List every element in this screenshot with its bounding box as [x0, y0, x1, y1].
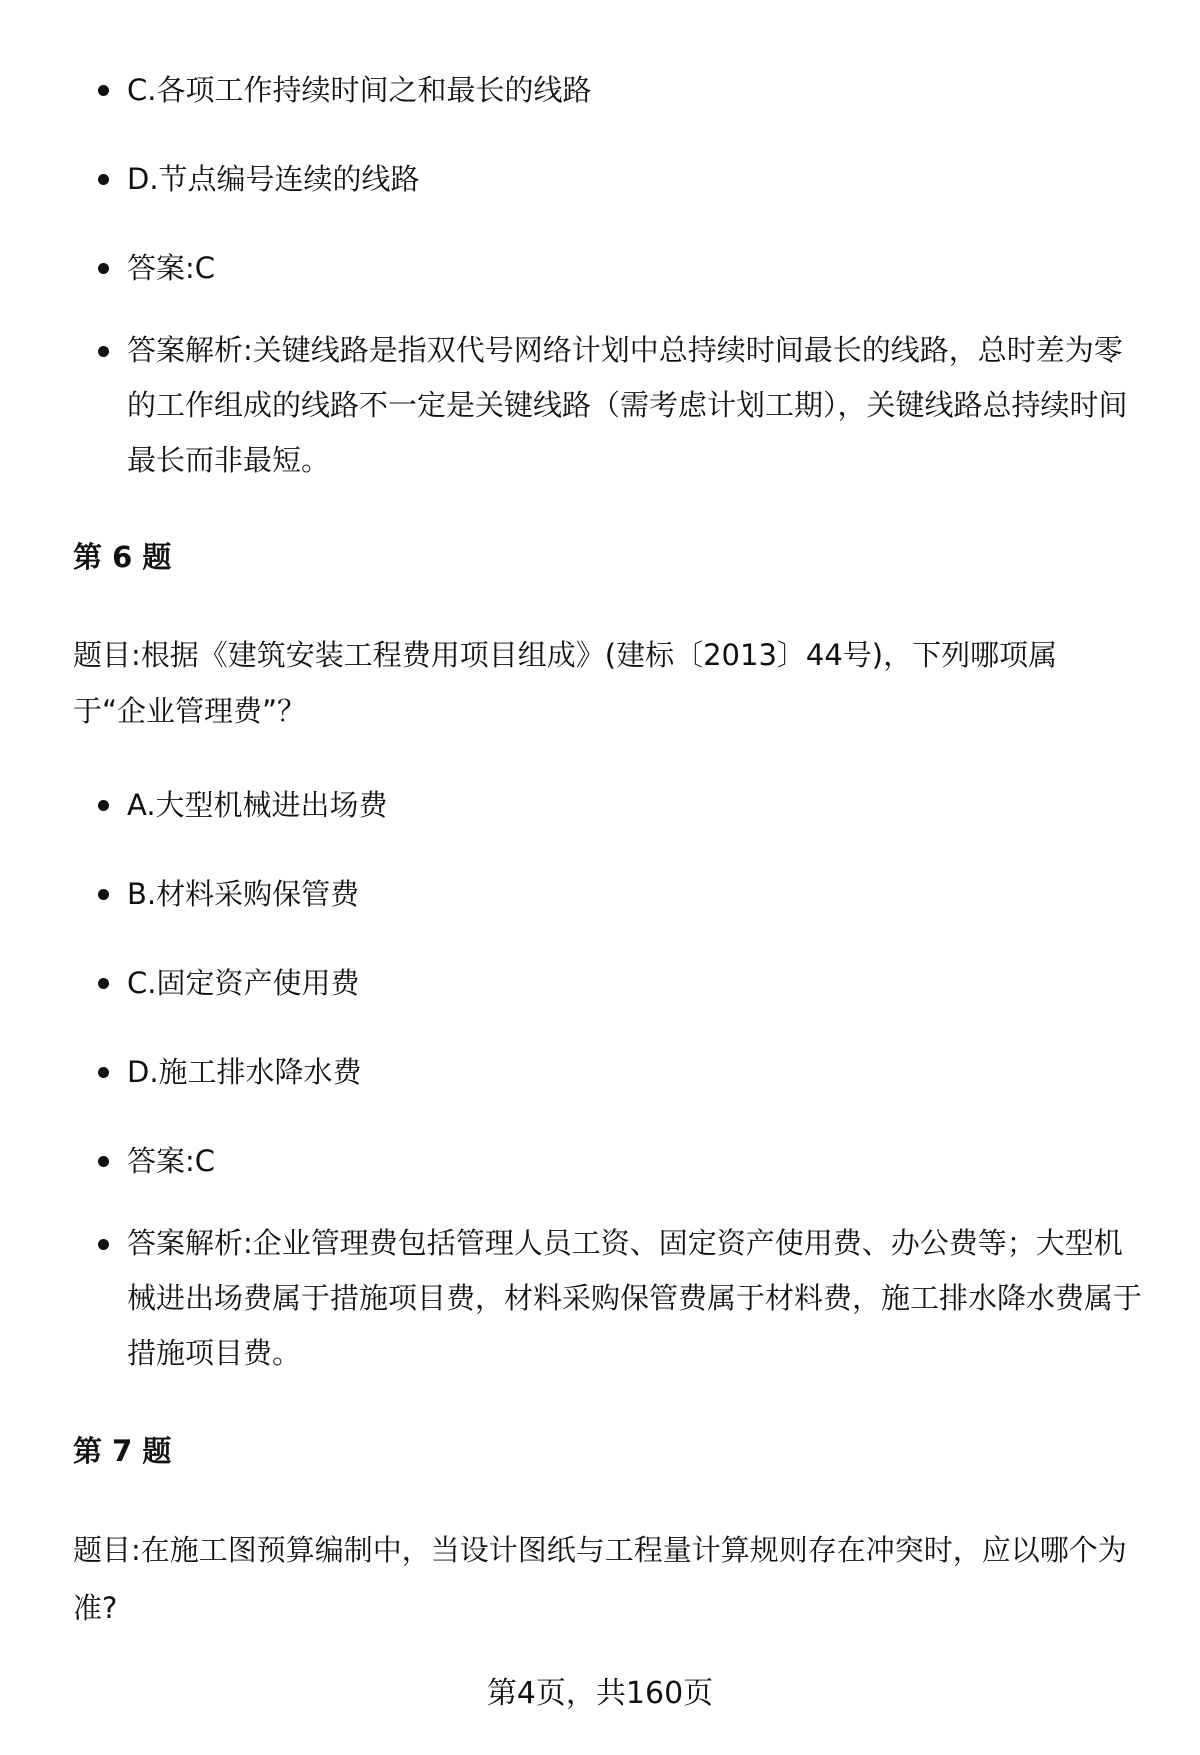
q5-option-d-text: D.节点编号连续的线路	[127, 162, 420, 196]
q6-heading: 第 6 题	[73, 540, 172, 574]
bullet-icon	[98, 346, 109, 357]
q5-answer	[73, 238, 1148, 298]
q5-option-c-text: C.各项工作持续时间之和最长的线路	[127, 73, 592, 107]
bullet-icon	[98, 174, 109, 185]
q5-option-c	[73, 60, 1148, 120]
bullet-icon	[98, 263, 109, 274]
q6-question-line1: 题目:根据《建筑安装工程费用项目组成》(建标〔2013〕44号)，下列哪项属	[73, 638, 1058, 672]
bullet-icon	[98, 978, 109, 989]
q7-question	[73, 1521, 1148, 1637]
q7-heading: 第 7 题	[73, 1434, 172, 1468]
q6-options	[73, 775, 1148, 1381]
q5-explanation-text: 答案解析:关键线路是指双代号网络计划中总持续时间最长的线路，总时差为零的工作组成的线路不一定是关键线路（需考虑计划工期），关键线路总持续时间最长而非最短。	[127, 333, 1128, 477]
q5-option-list	[73, 60, 1148, 488]
q6-option-d	[73, 1042, 1148, 1102]
q7-question-text: 题目:在施工图预算编制中，当设计图纸与工程量计算规则存在冲突时，应以哪个为准?	[73, 1533, 1127, 1625]
q5-explanation	[73, 323, 1148, 488]
q6-option-c	[73, 953, 1148, 1013]
bullet-icon	[98, 1156, 109, 1167]
q6-option-b-text: B.材料采购保管费	[127, 877, 360, 911]
bullet-icon	[98, 800, 109, 811]
question-7	[73, 1431, 1148, 1471]
q6-option-a-text: A.大型机械进出场费	[127, 788, 388, 822]
q6-explanation	[73, 1216, 1148, 1381]
bullet-icon	[98, 1067, 109, 1078]
q6-question-line2: 于“企业管理费”？	[73, 694, 307, 728]
q6-option-a	[73, 775, 1148, 835]
bullet-icon	[98, 85, 109, 96]
q6-explanation-text: 答案解析:企业管理费包括管理人员工资、固定资产使用费、办公费等；大型机械进出场费属于措施项目费，材料采购保管费属于材料费，施工排水降水费属于措施项目费。	[127, 1226, 1143, 1370]
q6-question	[73, 627, 1148, 739]
q6-option-d-text: D.施工排水降水费	[127, 1055, 362, 1089]
question-5-continuation	[73, 60, 1148, 488]
q6-answer	[73, 1131, 1148, 1191]
page-footer: 第4页，共160页	[486, 1676, 714, 1711]
q5-answer-text: 答案:C	[127, 251, 216, 285]
q5-option-d	[73, 149, 1148, 209]
q6-option-list	[73, 775, 1148, 1381]
q6-option-c-text: C.固定资产使用费	[127, 966, 360, 1000]
bullet-icon	[98, 1239, 109, 1250]
q6-answer-text: 答案:C	[127, 1144, 216, 1178]
bullet-icon	[98, 889, 109, 900]
q6-option-b	[73, 864, 1148, 924]
question-6	[73, 537, 1148, 577]
